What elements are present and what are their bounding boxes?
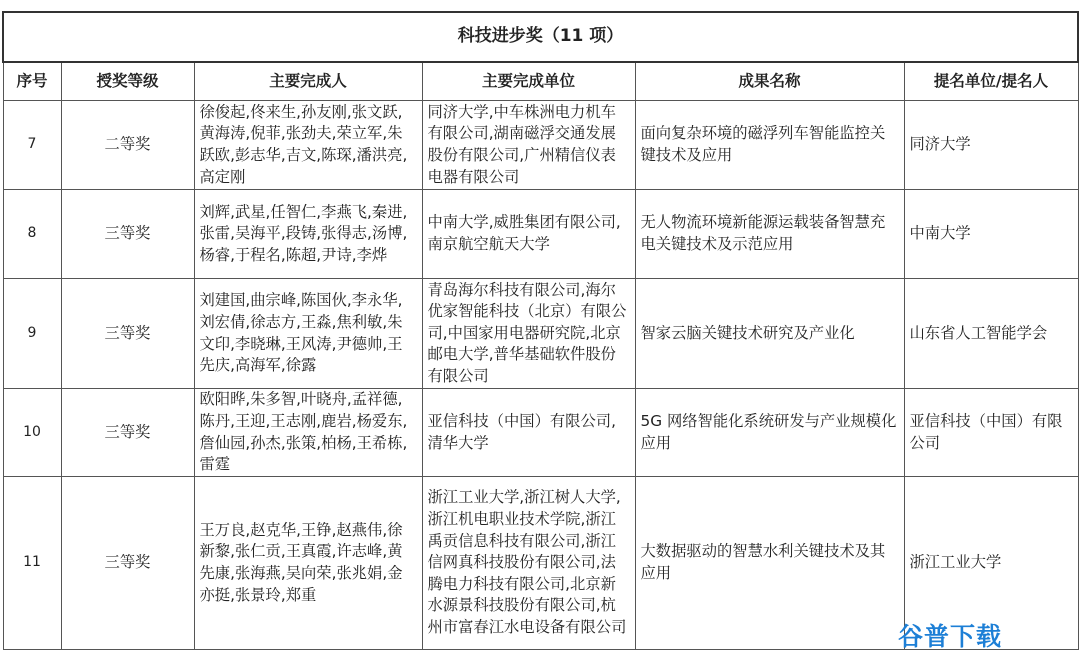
header-units: 主要完成单位 xyxy=(422,62,635,101)
row-people: 欧阳晔,朱多智,叶晓舟,孟祥德,陈丹,王迎,王志刚,鹿岩,杨爱东,詹仙园,孙杰,张策,柏杨,王希栋,雷霆 xyxy=(194,389,422,477)
table-row xyxy=(3,389,1078,477)
row-num: 8 xyxy=(3,190,61,279)
table-row xyxy=(3,101,1078,190)
row-num: 9 xyxy=(3,279,61,389)
row-people: 徐俊起,佟来生,孙友刚,张文跃,黄海涛,倪菲,张劲夫,荣立军,朱跃欧,彭志华,吉文,陈琛,潘洪亮,高定刚 xyxy=(194,101,422,190)
row-units: 亚信科技（中国）有限公司,清华大学 xyxy=(422,389,635,477)
row-people: 王万良,赵克华,王铮,赵燕伟,徐新黎,张仁贡,王真霞,许志峰,黄先康,张海燕,吴向荣,张兆娟,金亦挺,张景玲,郑重 xyxy=(194,477,422,650)
row-level: 三等奖 xyxy=(61,477,194,650)
header-nominator: 提名单位/提名人 xyxy=(904,62,1078,101)
row-num: 11 xyxy=(3,477,61,650)
header-project: 成果名称 xyxy=(635,62,904,101)
row-nominator: 中南大学 xyxy=(904,190,1078,279)
row-level: 三等奖 xyxy=(61,190,194,279)
row-units: 中南大学,威胜集团有限公司,南京航空航天大学 xyxy=(422,190,635,279)
row-level: 二等奖 xyxy=(61,101,194,190)
row-project: 智家云脑关键技术研究及产业化 xyxy=(635,279,904,389)
row-project: 无人物流环境新能源运载装备智慧充电关键技术及示范应用 xyxy=(635,190,904,279)
row-num: 7 xyxy=(3,101,61,190)
row-project: 5G 网络智能化系统研发与产业规模化应用 xyxy=(635,389,904,477)
header-row xyxy=(3,62,1078,101)
header-level: 授奖等级 xyxy=(61,62,194,101)
row-project: 大数据驱动的智慧水利关键技术及其应用 xyxy=(635,477,904,650)
row-project: 面向复杂环境的磁浮列车智能监控关键技术及应用 xyxy=(635,101,904,190)
header-num: 序号 xyxy=(3,62,61,101)
row-nominator: 山东省人工智能学会 xyxy=(904,279,1078,389)
row-level: 三等奖 xyxy=(61,279,194,389)
table-title: 科技进步奖（11 项） xyxy=(3,12,1078,62)
row-nominator: 浙江工业大学 xyxy=(904,477,1078,650)
row-level: 三等奖 xyxy=(61,389,194,477)
row-num: 10 xyxy=(3,389,61,477)
row-nominator: 亚信科技（中国）有限公司 xyxy=(904,389,1078,477)
row-people: 刘辉,武星,任智仁,李燕飞,秦进,张雷,吴海平,段铸,张得志,汤博,杨睿,于程名,陈超,尹诗,李烨 xyxy=(194,190,422,279)
row-units: 青岛海尔科技有限公司,海尔优家智能科技（北京）有限公司,中国家用电器研究院,北京邮电大学,普华基础软件股份有限公司 xyxy=(422,279,635,389)
site-watermark: 谷普下载 xyxy=(898,622,1003,651)
header-people: 主要完成人 xyxy=(194,62,422,101)
row-units: 浙江工业大学,浙江树人大学,浙江机电职业技术学院,浙江禹贡信息科技有限公司,浙江信网真科技股份有限公司,法腾电力科技有限公司,北京新水源景科技股份有限公司,杭州市富春江水电设备有限公司 xyxy=(422,477,635,650)
award-table xyxy=(2,11,1079,650)
row-nominator: 同济大学 xyxy=(904,101,1078,190)
table-row xyxy=(3,279,1078,389)
table-row xyxy=(3,190,1078,279)
row-units: 同济大学,中车株洲电力机车有限公司,湖南磁浮交通发展股份有限公司,广州精信仪表电器有限公司 xyxy=(422,101,635,190)
row-people: 刘建国,曲宗峰,陈国伙,李永华,刘宏倩,徐志方,王淼,焦利敏,朱文印,李晓琳,王风涛,尹德帅,王先庆,高海军,徐露 xyxy=(194,279,422,389)
